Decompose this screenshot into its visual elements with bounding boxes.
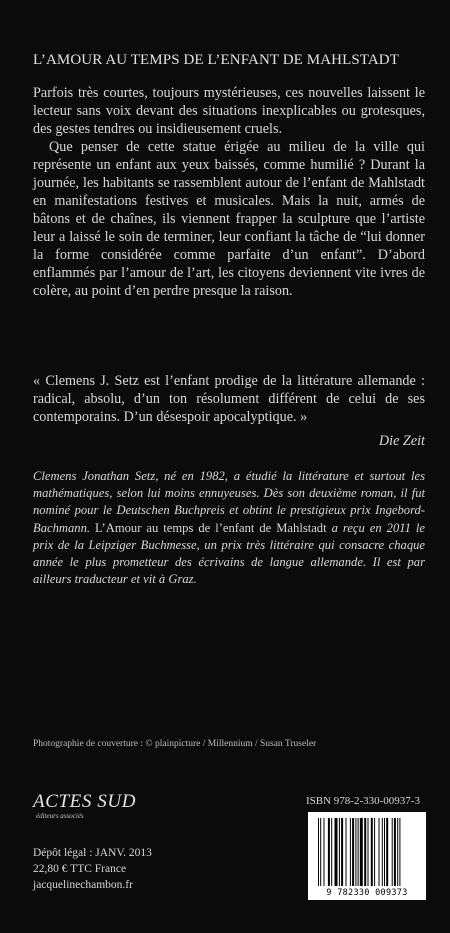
photo-credit: Photographie de couverture : © plainpicture / Millennium / Susan Truseler (33, 739, 317, 749)
barcode (308, 812, 426, 900)
synopsis (33, 84, 425, 300)
publisher-tagline: éditeurs associés (36, 812, 84, 820)
synopsis-paragraph-1: Parfois très courtes, toujours mystérieuses, ces nouvelles laissent le lecteur sans voix devant des situations inexplicables ou grotesques, des gestes tendres ou insidieusement cruels. (33, 85, 425, 137)
barcode-bars-icon (318, 818, 416, 888)
author-bio-text (33, 468, 425, 588)
legal-deposit: Dépôt légal : JANV. 2013 (33, 847, 152, 859)
press-quote (33, 372, 425, 426)
publisher-logo (33, 792, 136, 821)
isbn: ISBN 978-2-330-00937-3 (306, 795, 420, 807)
bio-part-1: Clemens Jonathan Setz, né en 1982, a étudié la littérature et surtout les mathématiques, selon lui moins ennuyeuses. Dès son deuxième roman, il fut nominé pour le Deutschen Buchpreis et obtint le prestigieux prix Ingebord-Bachmann. (33, 469, 425, 535)
legal-info (33, 845, 233, 893)
barcode-digits: 9 782330 009373 (326, 888, 408, 898)
website: jacquelinechambon.fr (33, 879, 133, 891)
synopsis-paragraph-2: Que penser de cette statue érigée au milieu de la ville qui représente un enfant aux yeux baissés, comme humilié ? Durant la journée, les habitants se rassemblent autour de l’enfant de Mahlstadt en manifestations festives et musicales. Mais la nuit, armés de bâtons et de chaînes, ils viennent frapper la sculpture que l’artiste leur a laissé le soin de terminer, leur confiant la tâche de “lui donner la forme considérée comme parfaite d’un enfant”. D’abord enflammés par l’amour de l’art, les citoyens deviennent vite ivres de colère, au point d’en perdre presque la raison. (33, 139, 425, 299)
price: 22,80 € TTC France (33, 863, 127, 875)
bio-book-title: L’Amour au temps de l’enfant de Mahlstadt (95, 520, 327, 535)
quote-source: Die Zeit (378, 433, 425, 449)
quote-text: « Clemens J. Setz est l’enfant prodige de la littérature allemande : radical, absolu, d’un ton résolument différent de celui de ses contemporains. D’un désespoir apocalyptique. » (33, 373, 425, 425)
bio-part-2: a reçu en 2011 le prix de la Leipziger Buchmesse, un prix très littéraire qui consacre chaque année le plus prometteur des écrivains de langue allemande. Il est par ailleurs traducteur et vit à Graz. (33, 520, 425, 587)
book-title: L’AMOUR AU TEMPS DE L’ENFANT DE MAHLSTADT (33, 52, 399, 68)
author-bio (33, 468, 425, 588)
publisher-name: ACTES SUD (33, 791, 137, 812)
